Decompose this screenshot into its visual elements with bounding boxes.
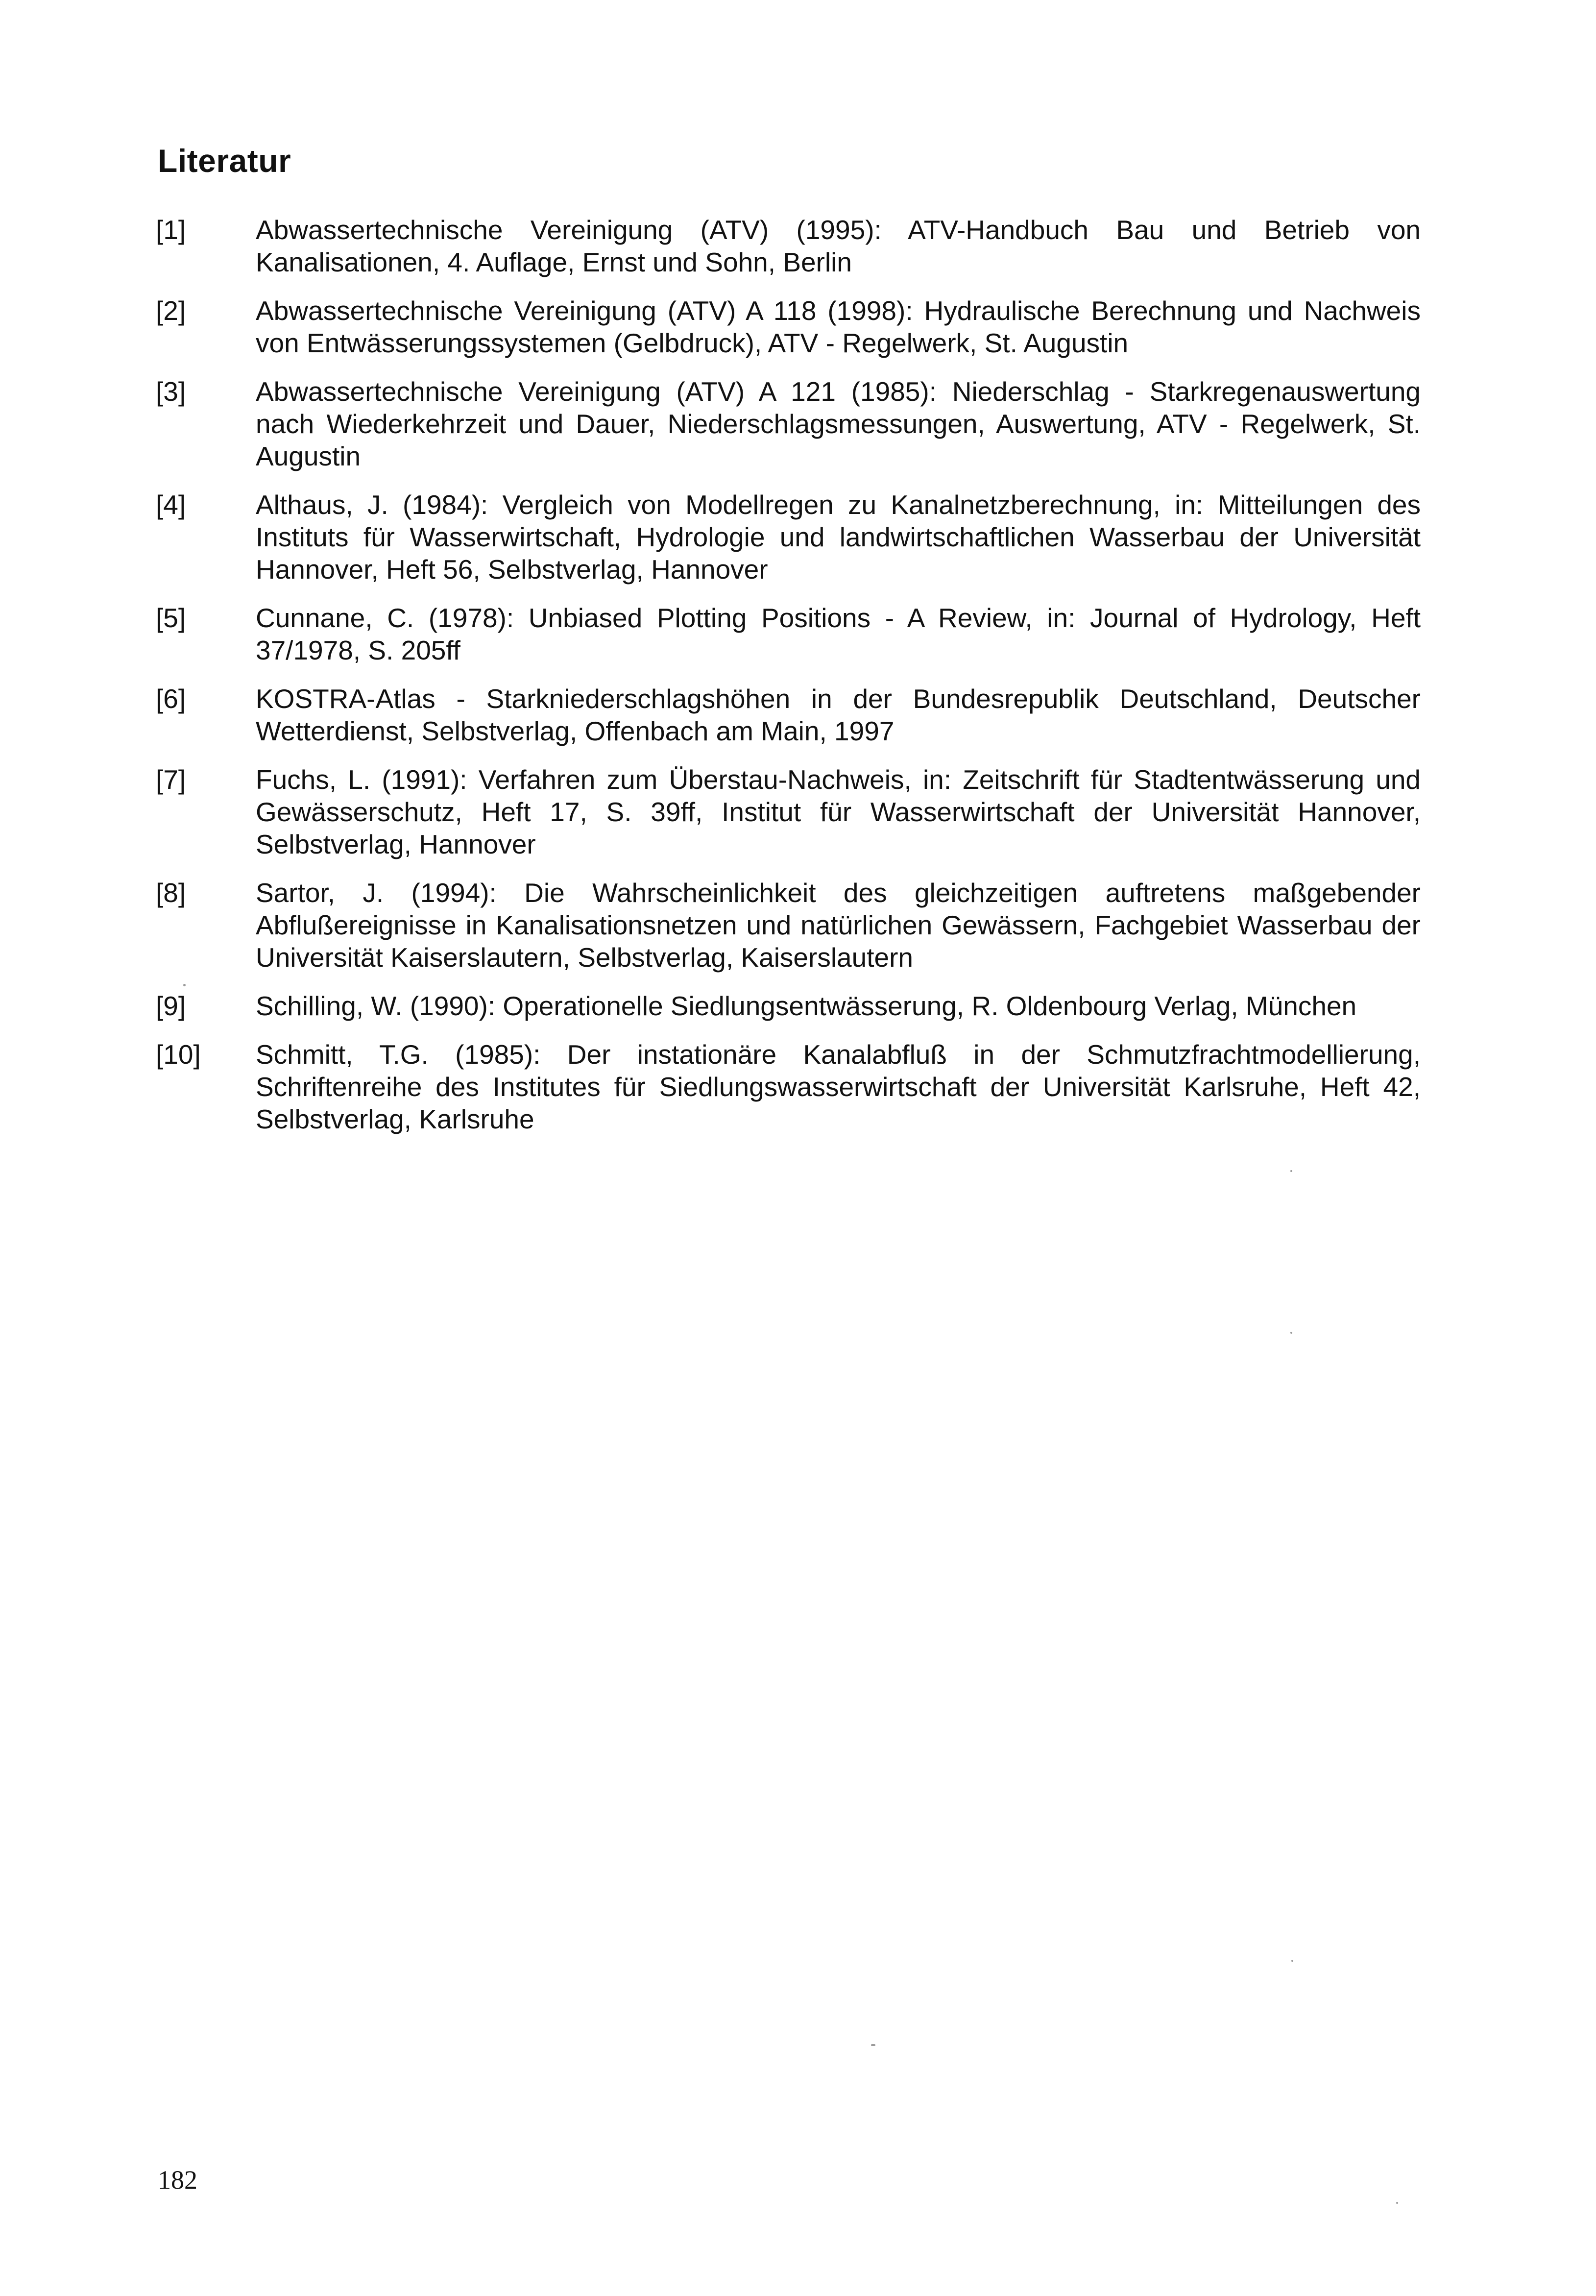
scan-speck bbox=[1396, 2202, 1398, 2204]
reference-item bbox=[156, 214, 1421, 278]
reference-number: [3] bbox=[156, 376, 186, 407]
reference-text: Schilling, W. (1990): Operationelle Siedlungsentwässerung, R. Oldenbourg Verlag, München bbox=[256, 991, 1357, 1021]
reference-number: [8] bbox=[156, 878, 186, 908]
reference-number: [1] bbox=[156, 215, 186, 245]
page-number: 182 bbox=[158, 2165, 197, 2195]
reference-text: Schmitt, T.G. (1985): Der instationäre Kanalabfluß in der Schmutzfrachtmodellierung, Schriftenreihe des Institutes für Siedlungswasserwirtschaft der Universität Karlsruhe, Heft 42, Selbstverlag, Karlsruhe bbox=[256, 1039, 1421, 1134]
reference-number: [7] bbox=[156, 764, 186, 795]
reference-number: [6] bbox=[156, 684, 186, 714]
scan-speck bbox=[1290, 1170, 1292, 1172]
reference-item bbox=[156, 763, 1421, 860]
reference-item bbox=[156, 877, 1421, 974]
reference-item bbox=[156, 990, 1421, 1022]
scan-speck bbox=[1290, 1332, 1292, 1334]
reference-text: Fuchs, L. (1991): Verfahren zum Überstau-Nachweis, in: Zeitschrift für Stadtentwässerung und Gewässerschutz, Heft 17, S. 39ff, Institut für Wasserwirtschaft der Universität Hannover, Selbstverlag, Hannover bbox=[256, 764, 1421, 859]
scan-speck bbox=[1291, 1960, 1293, 1962]
reference-list bbox=[156, 214, 1421, 1135]
section-heading: Literatur bbox=[158, 143, 291, 179]
reference-text: KOSTRA-Atlas - Starkniederschlagshöhen in der Bundesrepublik Deutschland, Deutscher Wetterdienst, Selbstverlag, Offenbach am Main, 1997 bbox=[256, 684, 1421, 746]
reference-item bbox=[156, 375, 1421, 472]
reference-number: [2] bbox=[156, 295, 186, 326]
reference-number: [10] bbox=[156, 1039, 201, 1070]
reference-text: Abwassertechnische Vereinigung (ATV) A 121 (1985): Niederschlag - Starkregenauswertung nach Wiederkehrzeit und Dauer, Niederschlagsmessungen, Auswertung, ATV - Regelwerk, St. Augustin bbox=[256, 376, 1421, 471]
scan-speck bbox=[183, 984, 186, 986]
reference-item bbox=[156, 683, 1421, 747]
reference-number: [9] bbox=[156, 991, 186, 1021]
reference-text: Cunnane, C. (1978): Unbiased Plotting Positions - A Review, in: Journal of Hydrology, Heft 37/1978, S. 205ff bbox=[256, 603, 1421, 665]
scan-speck bbox=[871, 2044, 875, 2046]
reference-item bbox=[156, 489, 1421, 586]
reference-item bbox=[156, 602, 1421, 666]
reference-item bbox=[156, 294, 1421, 359]
reference-text: Althaus, J. (1984): Vergleich von Modellregen zu Kanalnetzberechnung, in: Mitteilungen des Instituts für Wasserwirtschaft, Hydrologie und landwirtschaftlichen Wasserbau der Universität Hannover, Heft 56, Selbstverlag, Hannover bbox=[256, 489, 1421, 585]
reference-text: Sartor, J. (1994): Die Wahrscheinlichkeit des gleichzeitigen auftretens maßgebender Abflußereignisse in Kanalisationsnetzen und natürlichen Gewässern, Fachgebiet Wasserbau der Universität Kaiserslautern, Selbstverlag, Kaiserslautern bbox=[256, 878, 1421, 973]
reference-text: Abwassertechnische Vereinigung (ATV) (1995): ATV-Handbuch Bau und Betrieb von Kanalisationen, 4. Auflage, Ernst und Sohn, Berlin bbox=[256, 215, 1421, 277]
reference-item bbox=[156, 1038, 1421, 1135]
reference-number: [4] bbox=[156, 489, 186, 520]
reference-number: [5] bbox=[156, 603, 186, 633]
reference-text: Abwassertechnische Vereinigung (ATV) A 118 (1998): Hydraulische Berechnung und Nachweis von Entwässerungssystemen (Gelbdruck), ATV - Regelwerk, St. Augustin bbox=[256, 295, 1421, 358]
